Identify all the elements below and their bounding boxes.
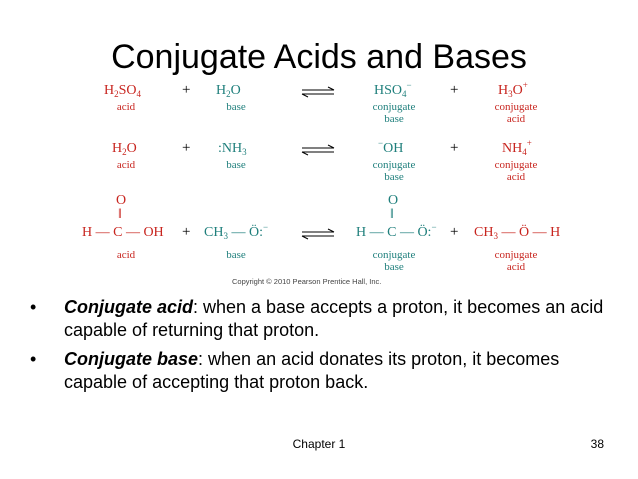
bullet-list [30, 296, 620, 400]
reaction-figure [78, 80, 566, 280]
formula-h2o-acid: $H_2O$ [112, 141, 137, 157]
double-bond: ‖ [390, 207, 394, 222]
label-conj-base: base [384, 261, 404, 273]
label-conj-acid: acid [506, 113, 526, 125]
formula-h2o: $H_2O$ [216, 83, 241, 99]
bullet-icon: • [30, 349, 37, 369]
label-base: base [226, 159, 246, 171]
slide-title: Conjugate Acids and Bases [111, 38, 527, 76]
plus-sign: + [182, 82, 191, 98]
footer-chapter: Chapter 1 [292, 437, 346, 451]
label-conj-base: base [384, 113, 404, 125]
label-conjugate: conjugate [372, 101, 416, 113]
label-conj-acid: acid [506, 171, 526, 183]
formula-methoxide: $CH_3$ — Ö:− [204, 222, 269, 241]
term-conjugate-base: Conjugate base [64, 349, 199, 369]
label-conjugate: conjugate [494, 159, 538, 171]
definition-conjugate-base: : when an acid donates its proton, it becomes capable of accepting that proton back. [64, 349, 560, 392]
label-conj-base: base [384, 171, 404, 183]
list-item [30, 348, 620, 394]
formula-formate: H — C — Ö:− [356, 222, 437, 240]
plus-sign: + [450, 224, 459, 240]
formula-oh: −OH [378, 138, 404, 156]
formula-h2so4: $H_2SO_4$ [104, 83, 142, 99]
double-bond: ‖ [118, 207, 122, 222]
label-acid: acid [116, 159, 136, 171]
formula-methanol: $CH_3$ — Ö — H [474, 225, 561, 241]
plus-sign: + [450, 140, 459, 156]
formula-hso4: $HSO_4^-$ [374, 80, 412, 99]
carbonyl-o: O [116, 193, 127, 208]
page-number: 38 [590, 437, 604, 451]
label-conjugate: conjugate [494, 101, 538, 113]
formula-nh3: $:NH_3$ [218, 141, 247, 157]
plus-sign: + [182, 224, 191, 240]
label-acid: acid [116, 101, 136, 113]
label-conjugate: conjugate [494, 249, 538, 261]
list-item [30, 296, 620, 342]
formula-nh4: $NH_4^+$ [502, 138, 532, 157]
plus-sign: + [182, 140, 191, 156]
equilibrium-arrow-icon [300, 86, 336, 98]
label-base: base [226, 249, 246, 261]
label-base: base [226, 101, 246, 113]
definition-conjugate-acid: : when a base accepts a proton, it becomes an acid capable of returning that proton. [64, 297, 604, 340]
label-conj-acid: acid [506, 261, 526, 273]
formula-formic-acid: H — C — OH [82, 225, 164, 240]
equilibrium-arrow-icon [300, 144, 336, 156]
carbonyl-o: O [388, 193, 399, 208]
copyright-notice: Copyright © 2010 Pearson Prentice Hall, Inc. [232, 277, 382, 286]
term-conjugate-acid: Conjugate acid [64, 297, 194, 317]
equilibrium-arrow-icon [300, 228, 336, 240]
label-conjugate: conjugate [372, 159, 416, 171]
plus-sign: + [450, 82, 459, 98]
label-acid: acid [116, 249, 136, 261]
formula-h3o: $H_3O^+$ [498, 80, 528, 99]
label-conjugate: conjugate [372, 249, 416, 261]
bullet-icon: • [30, 297, 37, 317]
